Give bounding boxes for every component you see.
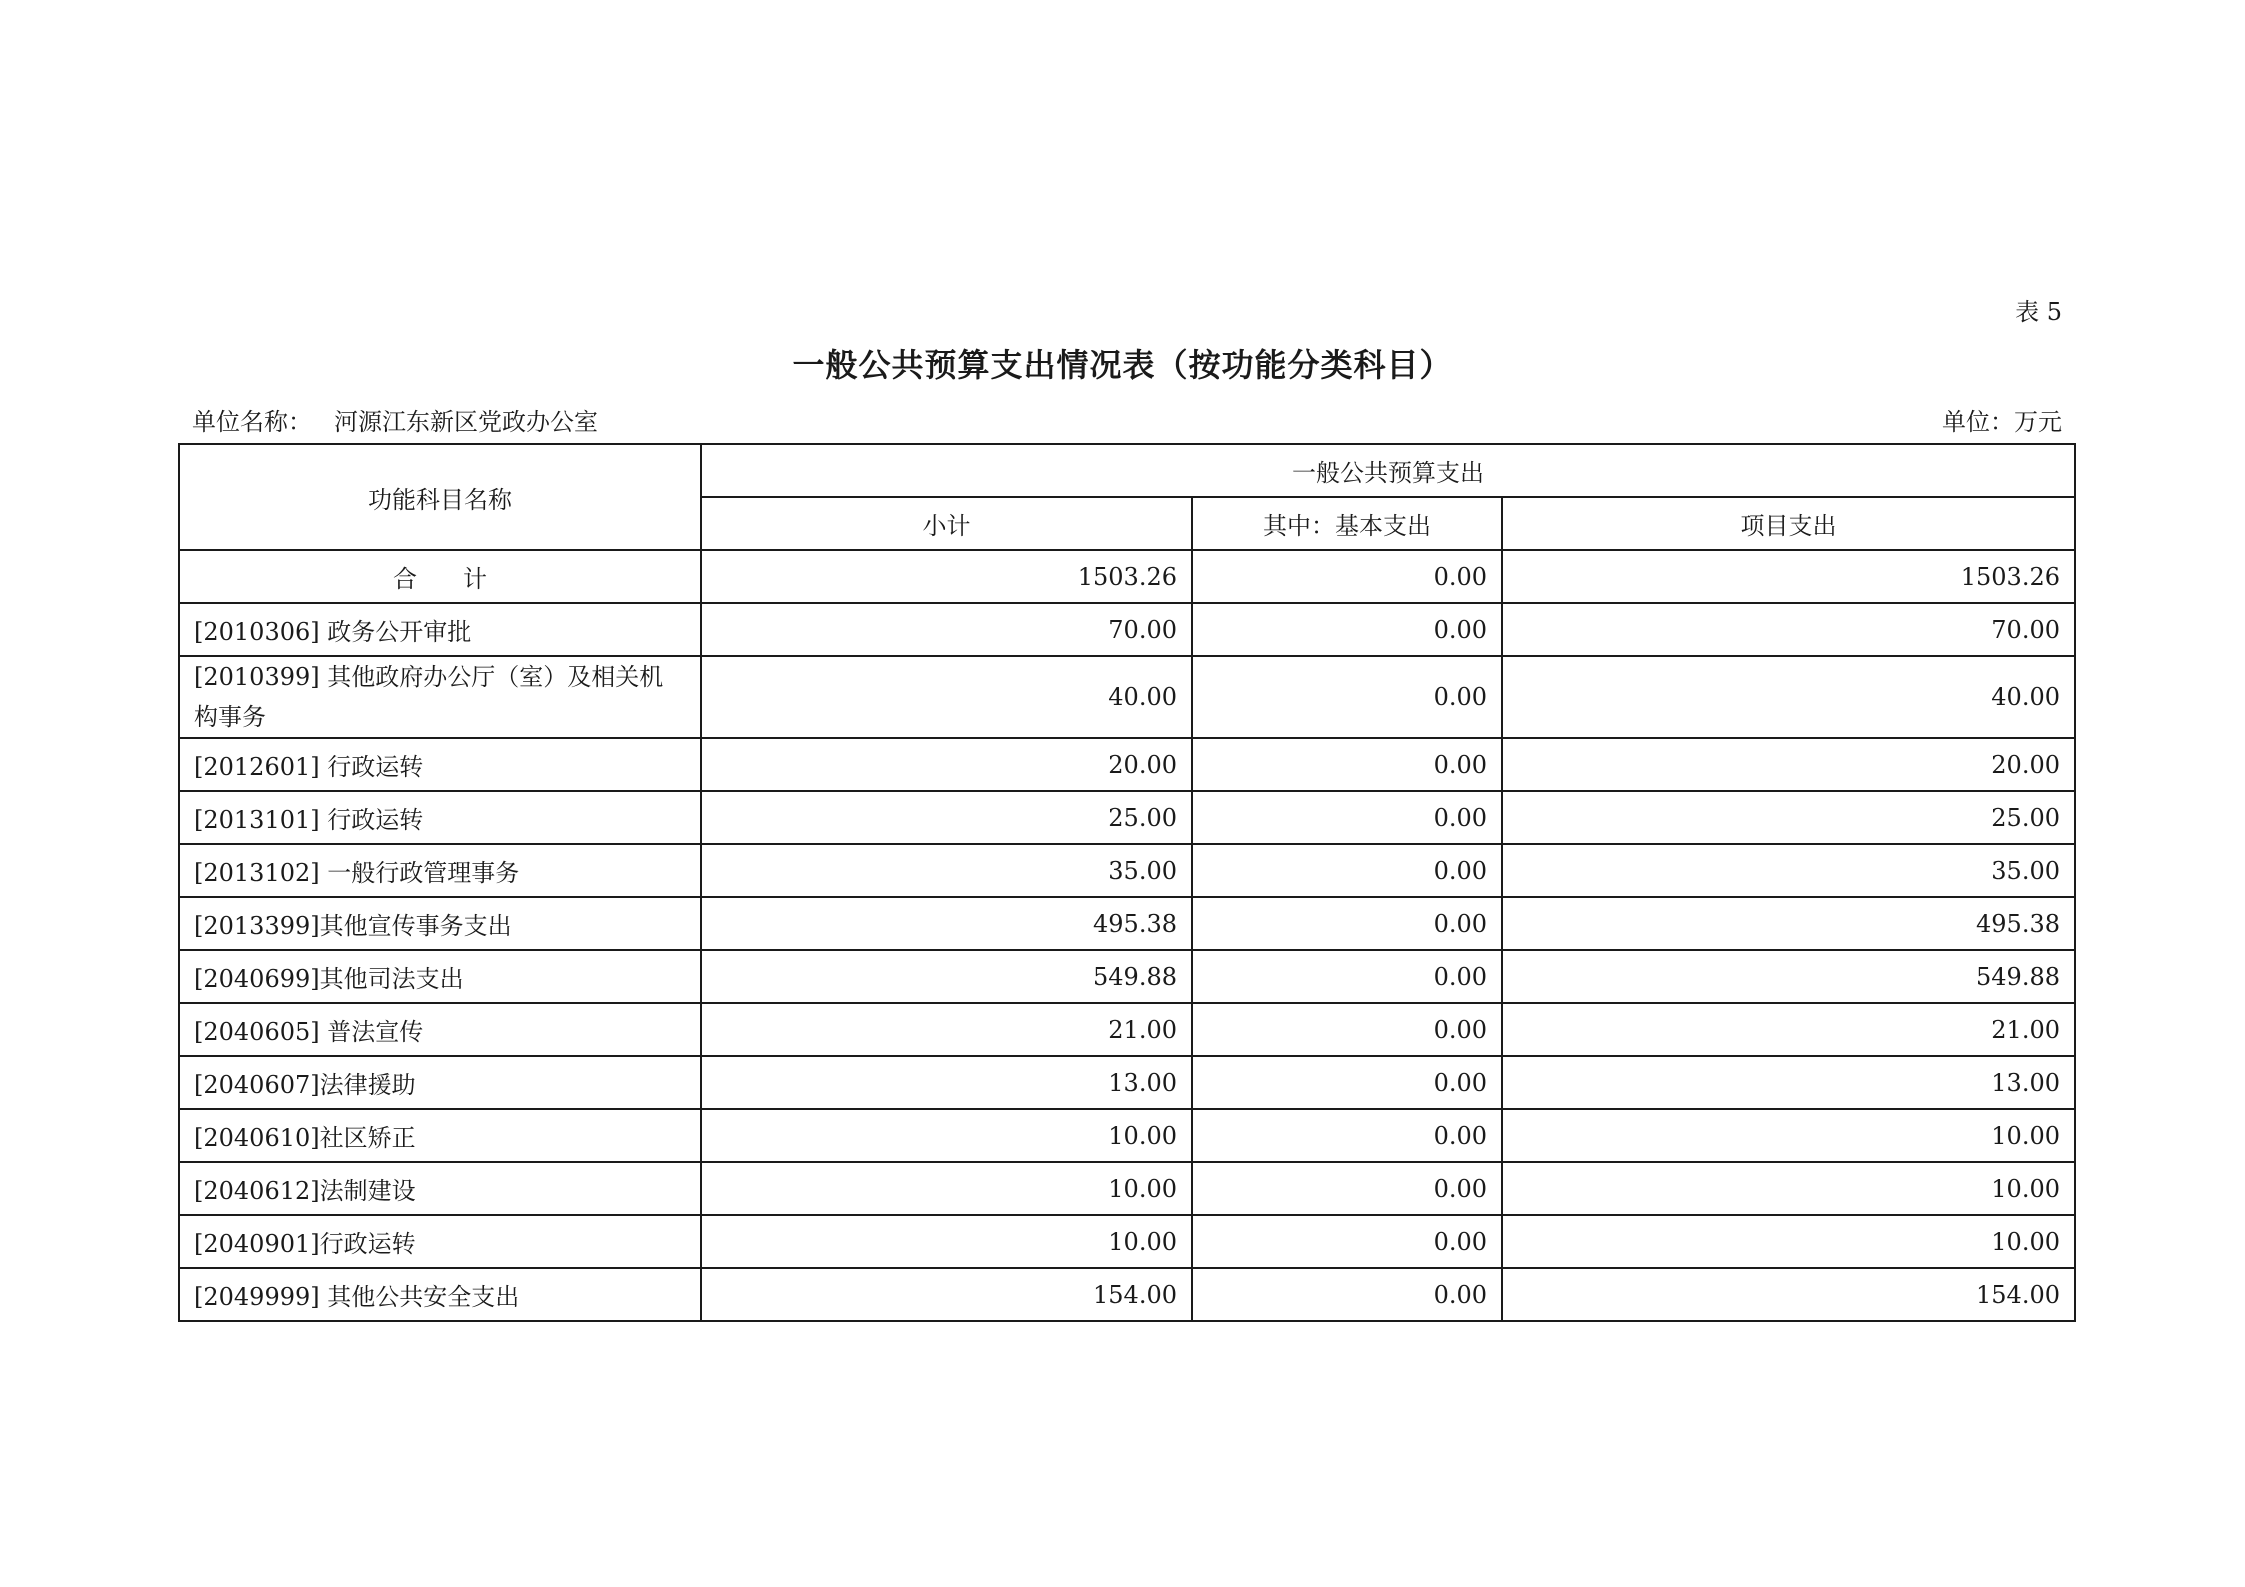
table-row [179,844,2075,897]
row-subtotal: 70.00 [701,603,1192,656]
total-subtotal: 1503.26 [701,550,1192,603]
row-project: 35.00 [1502,844,2075,897]
row-name: [2010306] 政务公开审批 [179,603,701,656]
row-project: 10.00 [1502,1109,2075,1162]
row-name: [2013399]其他宣传事务支出 [179,897,701,950]
table-row [179,1003,2075,1056]
row-basic: 0.00 [1192,1109,1502,1162]
table-row [179,603,2075,656]
row-name: [2040612]法制建设 [179,1162,701,1215]
row-basic: 0.00 [1192,791,1502,844]
row-project: 20.00 [1502,738,2075,791]
table-row [179,656,2075,738]
budget-table [178,443,2076,1322]
header-subtotal: 小计 [701,497,1192,550]
row-basic: 0.00 [1192,1215,1502,1268]
currency-unit: 单位：万元 [1942,408,2062,436]
row-basic: 0.00 [1192,950,1502,1003]
row-subtotal: 549.88 [701,950,1192,1003]
total-label: 合计 [179,550,701,603]
table-row [179,1215,2075,1268]
row-name: [2010399] 其他政府办公厅（室）及相关机构事务 [179,656,701,738]
row-subtotal: 154.00 [701,1268,1192,1321]
row-subtotal: 10.00 [701,1215,1192,1268]
row-basic: 0.00 [1192,844,1502,897]
unit-name-value: 河源江东新区党政办公室 [334,408,598,436]
row-project: 21.00 [1502,1003,2075,1056]
unit-name-label: 单位名称： [192,408,312,436]
table-row [179,950,2075,1003]
row-name: [2040699]其他司法支出 [179,950,701,1003]
header-basic: 其中：基本支出 [1192,497,1502,550]
row-basic: 0.00 [1192,738,1502,791]
row-basic: 0.00 [1192,1162,1502,1215]
row-project: 154.00 [1502,1268,2075,1321]
row-project: 10.00 [1502,1215,2075,1268]
row-basic: 0.00 [1192,1268,1502,1321]
header-project: 项目支出 [1502,497,2075,550]
row-subtotal: 35.00 [701,844,1192,897]
header-budget-group: 一般公共预算支出 [701,444,2075,497]
row-subtotal: 10.00 [701,1109,1192,1162]
row-subtotal: 10.00 [701,1162,1192,1215]
header-row-1 [179,444,2075,497]
table-row [179,1162,2075,1215]
row-name: [2013101] 行政运转 [179,791,701,844]
row-subtotal: 20.00 [701,738,1192,791]
row-subtotal: 13.00 [701,1056,1192,1109]
row-subtotal: 40.00 [701,656,1192,738]
row-name: [2040607]法律援助 [179,1056,701,1109]
row-name: [2049999] 其他公共安全支出 [179,1268,701,1321]
total-basic: 0.00 [1192,550,1502,603]
row-project: 70.00 [1502,603,2075,656]
table-row [179,791,2075,844]
table-row [179,897,2075,950]
row-name: [2013102] 一般行政管理事务 [179,844,701,897]
row-project: 549.88 [1502,950,2075,1003]
row-name: [2040901]行政运转 [179,1215,701,1268]
row-basic: 0.00 [1192,897,1502,950]
row-project: 13.00 [1502,1056,2075,1109]
row-basic: 0.00 [1192,1056,1502,1109]
row-name: [2040605] 普法宣传 [179,1003,701,1056]
row-basic: 0.00 [1192,603,1502,656]
row-project: 10.00 [1502,1162,2075,1215]
row-name: [2012601] 行政运转 [179,738,701,791]
row-project: 25.00 [1502,791,2075,844]
row-project: 495.38 [1502,897,2075,950]
unit-name [192,402,598,437]
row-subtotal: 25.00 [701,791,1192,844]
meta-row [192,402,2062,437]
table-number: 表 5 [2015,298,2062,326]
row-project: 40.00 [1502,656,2075,738]
row-subtotal: 495.38 [701,897,1192,950]
page-title: 一般公共预算支出情况表（按功能分类科目） [792,346,1453,384]
total-row [179,550,2075,603]
table-row [179,1109,2075,1162]
table-row [179,1268,2075,1321]
table-row [179,1056,2075,1109]
header-function-name: 功能科目名称 [179,444,701,550]
row-basic: 0.00 [1192,1003,1502,1056]
row-basic: 0.00 [1192,656,1502,738]
row-subtotal: 21.00 [701,1003,1192,1056]
total-project: 1503.26 [1502,550,2075,603]
table-row [179,738,2075,791]
row-name: [2040610]社区矫正 [179,1109,701,1162]
